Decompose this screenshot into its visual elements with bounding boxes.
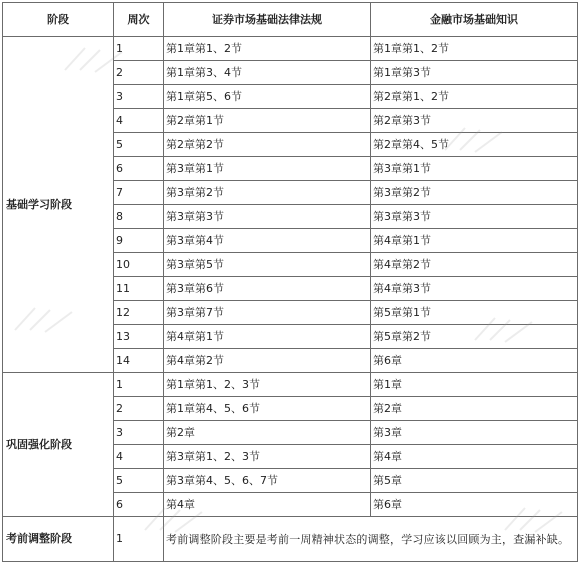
- week-cell: 5: [114, 469, 164, 493]
- financial-basics-cell: 第1章第1、2节: [371, 37, 578, 61]
- table-body: [3, 37, 578, 562]
- financial-basics-cell: 第5章第1节: [371, 301, 578, 325]
- financial-basics-cell: 第6章: [371, 493, 578, 517]
- securities-law-cell: 第3章第1节: [164, 157, 371, 181]
- week-cell: 7: [114, 181, 164, 205]
- week-cell: 6: [114, 157, 164, 181]
- financial-basics-cell: 第1章第3节: [371, 61, 578, 85]
- financial-basics-cell: 第3章第3节: [371, 205, 578, 229]
- week-cell: 8: [114, 205, 164, 229]
- securities-law-cell: 第3章第5节: [164, 253, 371, 277]
- week-cell: 1: [114, 373, 164, 397]
- securities-law-cell: 第1章第5、6节: [164, 85, 371, 109]
- financial-basics-cell: 第1章: [371, 373, 578, 397]
- table-row: [3, 517, 578, 562]
- securities-law-cell: 第3章第4、5、6、7节: [164, 469, 371, 493]
- financial-basics-cell: 第4章第2节: [371, 253, 578, 277]
- header-securities-law: 证券市场基础法律法规: [164, 3, 371, 37]
- week-cell: 2: [114, 397, 164, 421]
- securities-law-cell: 第4章第2节: [164, 349, 371, 373]
- stage-cell: 巩固强化阶段: [3, 373, 114, 517]
- financial-basics-cell: 第4章: [371, 445, 578, 469]
- financial-basics-cell: 第2章: [371, 397, 578, 421]
- header-week: 周次: [114, 3, 164, 37]
- header-financial-basics: 金融市场基础知识: [371, 3, 578, 37]
- securities-law-cell: 第1章第4、5、6节: [164, 397, 371, 421]
- week-cell: 9: [114, 229, 164, 253]
- securities-law-cell: 第2章: [164, 421, 371, 445]
- securities-law-cell: 第3章第2节: [164, 181, 371, 205]
- securities-law-cell: 第4章第1节: [164, 325, 371, 349]
- table-row: [3, 37, 578, 61]
- week-cell: 6: [114, 493, 164, 517]
- financial-basics-cell: 第2章第4、5节: [371, 133, 578, 157]
- securities-law-cell: 第3章第7节: [164, 301, 371, 325]
- financial-basics-cell: 第6章: [371, 349, 578, 373]
- week-cell: 1: [114, 517, 164, 562]
- week-cell: 4: [114, 109, 164, 133]
- securities-law-cell: 第3章第4节: [164, 229, 371, 253]
- header-stage: 阶段: [3, 3, 114, 37]
- securities-law-cell: 第3章第6节: [164, 277, 371, 301]
- week-cell: 4: [114, 445, 164, 469]
- week-cell: 3: [114, 85, 164, 109]
- financial-basics-cell: 第3章第1节: [371, 157, 578, 181]
- study-plan-table: [2, 2, 578, 562]
- securities-law-cell: 第1章第1、2、3节: [164, 373, 371, 397]
- week-cell: 1: [114, 37, 164, 61]
- financial-basics-cell: 第2章第1、2节: [371, 85, 578, 109]
- week-cell: 2: [114, 61, 164, 85]
- financial-basics-cell: 第4章第3节: [371, 277, 578, 301]
- table-row: [3, 373, 578, 397]
- header-row: [3, 3, 578, 37]
- stage-cell: 基础学习阶段: [3, 37, 114, 373]
- week-cell: 10: [114, 253, 164, 277]
- securities-law-cell: 第4章: [164, 493, 371, 517]
- securities-law-cell: 第2章第1节: [164, 109, 371, 133]
- securities-law-cell: 第2章第2节: [164, 133, 371, 157]
- financial-basics-cell: 第3章第2节: [371, 181, 578, 205]
- week-cell: 11: [114, 277, 164, 301]
- securities-law-cell: 第1章第1、2节: [164, 37, 371, 61]
- financial-basics-cell: 第5章第2节: [371, 325, 578, 349]
- securities-law-cell: 第3章第3节: [164, 205, 371, 229]
- week-cell: 3: [114, 421, 164, 445]
- week-cell: 12: [114, 301, 164, 325]
- financial-basics-cell: 第2章第3节: [371, 109, 578, 133]
- note-cell: 考前调整阶段主要是考前一周精神状态的调整，学习应该以回顾为主，查漏补缺。: [164, 517, 578, 562]
- week-cell: 13: [114, 325, 164, 349]
- week-cell: 5: [114, 133, 164, 157]
- financial-basics-cell: 第5章: [371, 469, 578, 493]
- securities-law-cell: 第1章第3、4节: [164, 61, 371, 85]
- week-cell: 14: [114, 349, 164, 373]
- financial-basics-cell: 第3章: [371, 421, 578, 445]
- financial-basics-cell: 第4章第1节: [371, 229, 578, 253]
- stage-cell: 考前调整阶段: [3, 517, 114, 562]
- securities-law-cell: 第3章第1、2、3节: [164, 445, 371, 469]
